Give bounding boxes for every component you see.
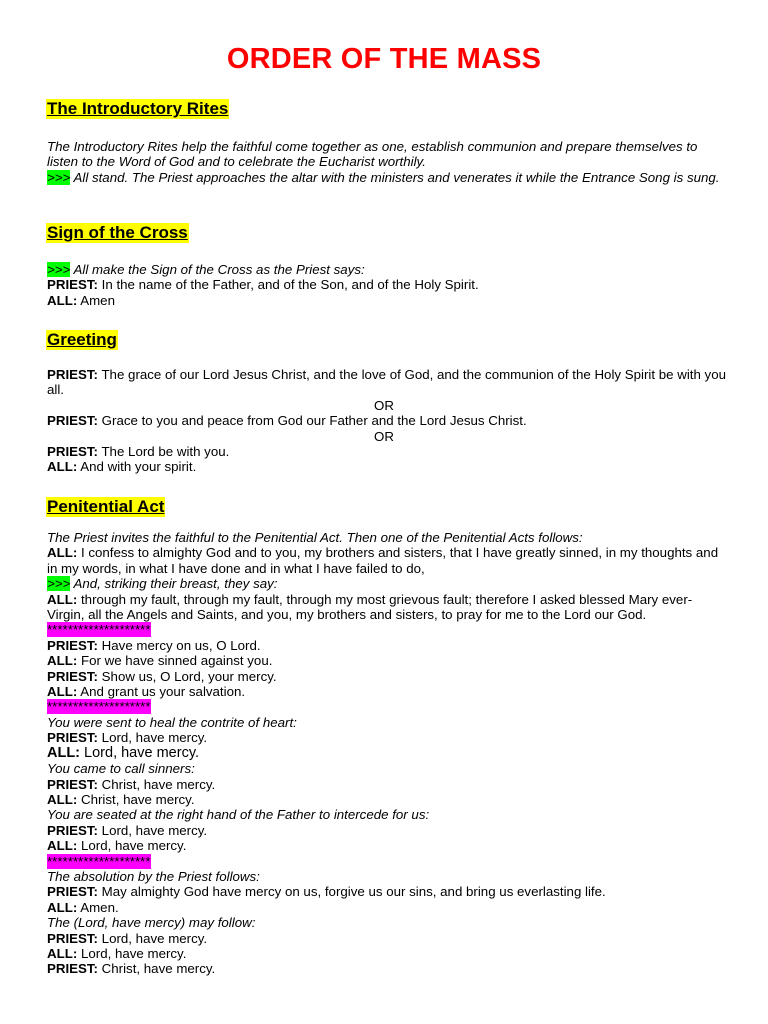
all-label: ALL: <box>47 459 78 475</box>
priest-label: PRIEST: <box>47 444 98 460</box>
kyrie-all-1: ALL: Lord, have mercy. <box>47 945 187 961</box>
all-label: ALL: <box>47 838 78 854</box>
greeting-all-line-3: ALL: And with your spirit. <box>47 459 197 475</box>
heading-penitential-act: Penitential Act <box>47 497 165 516</box>
cross-rubric: >>> All make the Sign of the Cross as the Priest says: <box>47 262 365 277</box>
priest-label: PRIEST: <box>47 730 98 746</box>
section-greeting <box>47 367 727 475</box>
form3-priest-1: PRIEST: Lord, have mercy. <box>47 730 208 746</box>
rubric-marker: >>> <box>47 262 71 277</box>
heading-sign-of-the-cross: Sign of the Cross <box>47 223 188 242</box>
heading-introductory-rites: The Introductory Rites <box>47 99 229 118</box>
rubric-marker: >>> <box>47 576 71 592</box>
priest-label: PRIEST: <box>47 961 98 977</box>
form3-all-1: ALL: Lord, have mercy. <box>47 744 200 761</box>
star-separator: ******************** <box>47 699 151 715</box>
confiteor-part-2: ALL: through my fault, through my fault, through my most grievous fault; therefore I asked blessed Mary ever-Virgin, all the Angels and Saints, and you, my brothers and sisters, to pray for me to the Lord our God. <box>47 591 693 623</box>
priest-label: PRIEST: <box>47 277 98 293</box>
heading-greeting: Greeting <box>47 330 117 349</box>
form3-rubric-1: You were sent to heal the contrite of heart: <box>47 714 297 730</box>
form3-rubric-3: You are seated at the right hand of the Father to intercede for us: <box>47 807 430 823</box>
separator-3 <box>47 854 727 869</box>
all-label: ALL: <box>47 791 78 807</box>
absolution-rubric: The absolution by the Priest follows: <box>47 868 260 884</box>
section-sign-of-the-cross <box>47 262 727 308</box>
greeting-or-1: OR <box>374 397 394 413</box>
cross-all-line: ALL: Amen <box>47 292 115 308</box>
priest-label: PRIEST: <box>47 776 98 792</box>
intro-description: The Introductory Rites help the faithful come together as one, establish communion and prepare themselves to listen to the Word of God and to celebrate the Eucharist worthily. <box>47 139 698 170</box>
penitential-rubric-2: >>> And, striking their breast, they say: <box>47 576 278 592</box>
greeting-priest-line-1: PRIEST: The grace of our Lord Jesus Christ, and the love of God, and the communion of the Holy Spirit be with you all. <box>47 367 726 398</box>
kyrie-priest-2: PRIEST: Christ, have mercy. <box>47 961 216 977</box>
form2-priest-1: PRIEST: Have mercy on us, O Lord. <box>47 637 261 653</box>
form3-priest-3: PRIEST: Lord, have mercy. <box>47 822 208 838</box>
star-separator: ******************** <box>47 622 151 638</box>
greeting-or-2: OR <box>374 428 394 444</box>
separator-1 <box>47 622 727 637</box>
priest-label: PRIEST: <box>47 637 98 653</box>
all-label: ALL: <box>47 591 78 607</box>
form2-priest-2: PRIEST: Show us, O Lord, your mercy. <box>47 668 277 684</box>
kyrie-priest-1: PRIEST: Lord, have mercy. <box>47 930 208 946</box>
form3-all-3: ALL: Lord, have mercy. <box>47 838 187 854</box>
priest-label: PRIEST: <box>47 930 98 946</box>
form2-all-2: ALL: And grant us your salvation. <box>47 684 246 700</box>
form3-priest-2: PRIEST: Christ, have mercy. <box>47 776 216 792</box>
form2-all-1: ALL: For we have sinned against you. <box>47 653 273 669</box>
priest-label: PRIEST: <box>47 413 98 429</box>
all-label: ALL: <box>47 684 78 700</box>
absolution-all: ALL: Amen. <box>47 899 119 915</box>
priest-label: PRIEST: <box>47 367 98 382</box>
cross-priest-line: PRIEST: In the name of the Father, and of the Son, and of the Holy Spirit. <box>47 277 479 293</box>
intro-rubric: >>> All stand. The Priest approaches the altar with the ministers and venerates it while the Entrance Song is sung. <box>47 169 720 185</box>
section-introductory-rites <box>47 139 727 185</box>
all-label: ALL: <box>47 744 81 761</box>
all-label: ALL: <box>47 945 78 961</box>
priest-label: PRIEST: <box>47 668 98 684</box>
greeting-priest-line-2: PRIEST: Grace to you and peace from God our Father and the Lord Jesus Christ. <box>47 413 527 429</box>
form3-all-2: ALL: Christ, have mercy. <box>47 791 195 807</box>
page-title: ORDER OF THE MASS <box>226 43 542 75</box>
priest-label: PRIEST: <box>47 822 98 838</box>
confiteor-part-1: ALL: I confess to almighty God and to you, my brothers and sisters, that I have greatly sinned, in my thoughts and in my words, in what I have done and in what I have failed to do, <box>47 545 719 576</box>
kyrie-rubric: The (Lord, have mercy) may follow: <box>47 915 256 931</box>
absolution-priest: PRIEST: May almighty God have mercy on us, forgive us our sins, and bring us everlasting life. <box>47 884 606 900</box>
all-label: ALL: <box>47 653 78 669</box>
penitential-rubric-1: The Priest invites the faithful to the Penitential Act. Then one of the Penitential Acts follows: <box>47 530 583 545</box>
all-label: ALL: <box>47 899 78 915</box>
rubric-marker: >>> <box>47 169 71 185</box>
section-penitential-act <box>47 530 727 977</box>
priest-label: PRIEST: <box>47 884 98 900</box>
star-separator: ******************** <box>47 853 151 869</box>
separator-2 <box>47 699 727 714</box>
greeting-priest-line-3: PRIEST: The Lord be with you. <box>47 444 230 460</box>
all-label: ALL: <box>47 545 78 561</box>
form3-rubric-2: You came to call sinners: <box>47 761 195 777</box>
all-label: ALL: <box>47 292 78 308</box>
